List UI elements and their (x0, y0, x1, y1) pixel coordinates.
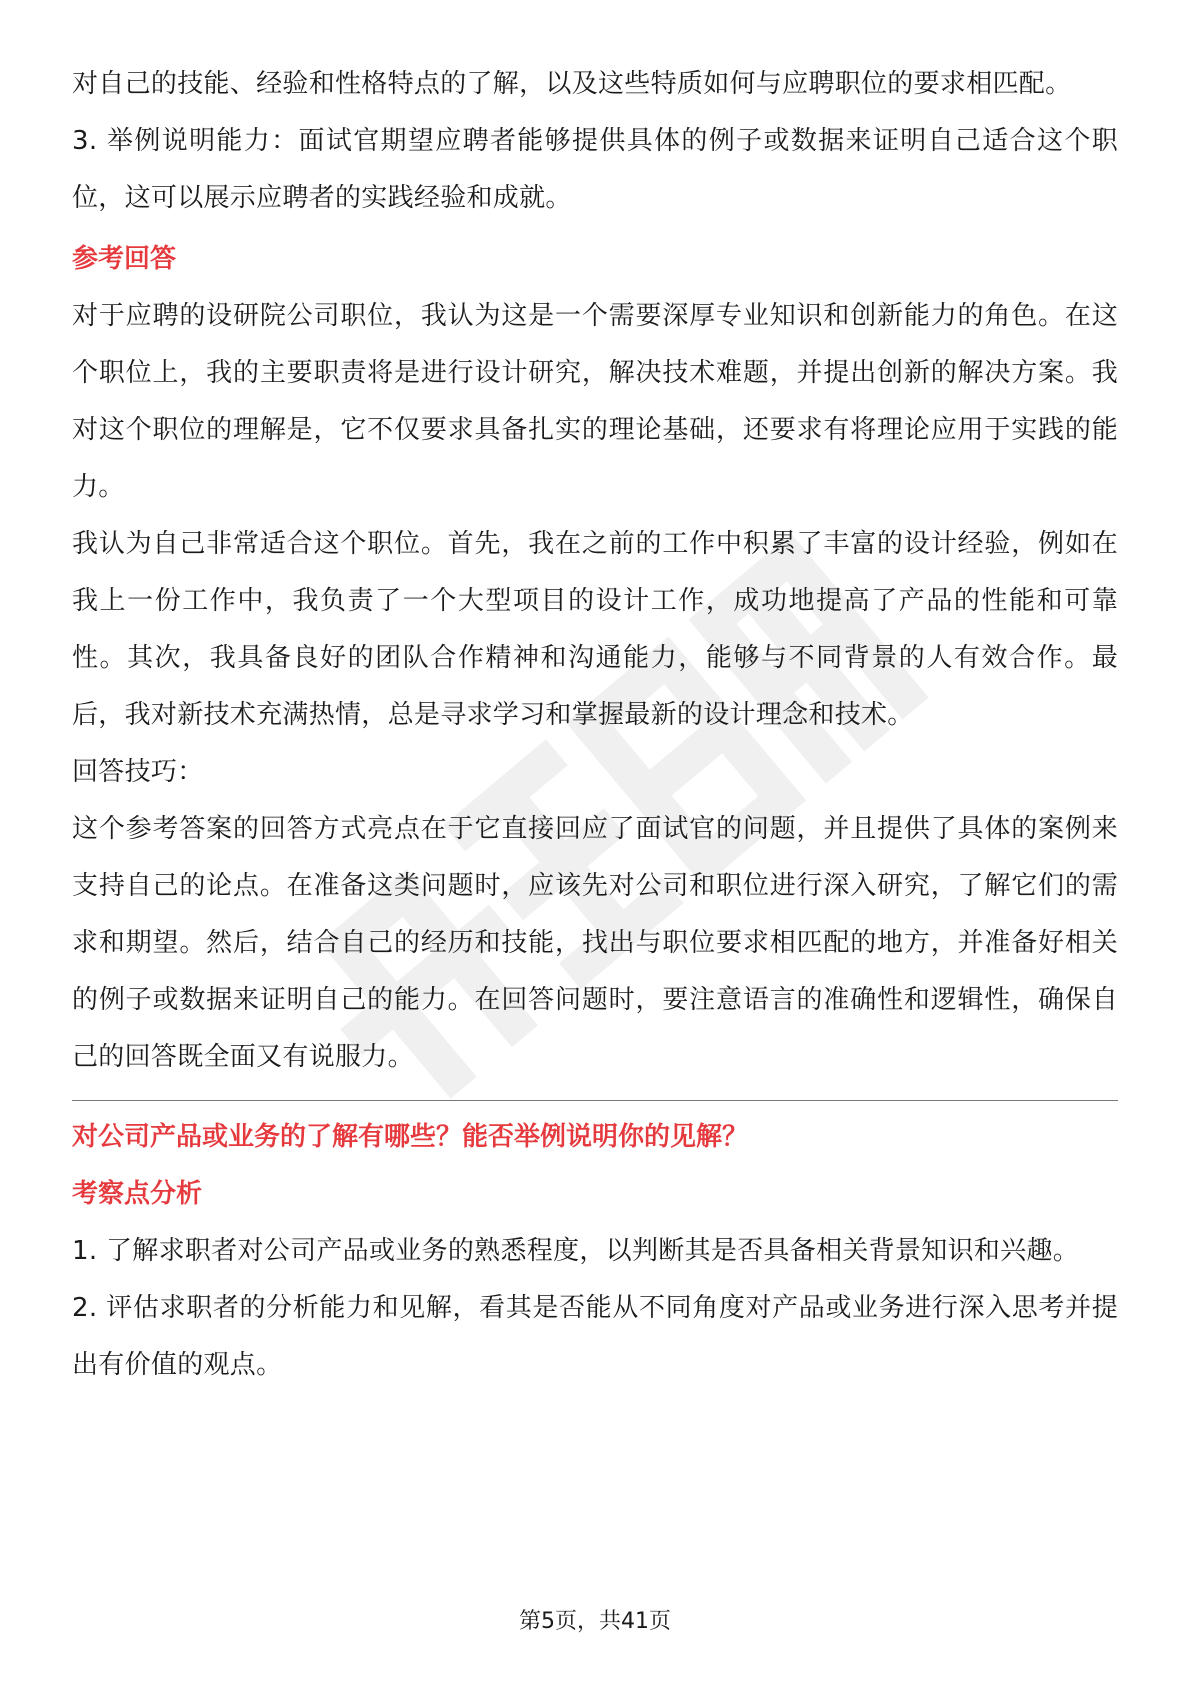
page-number: 第5页，共41页 (519, 1609, 671, 1634)
intro-line-1: 对自己的技能、经验和性格特点的了解，以及这些特质如何与应聘职位的要求相匹配。 (72, 69, 1072, 99)
answer-tips-label: 回答技巧： (72, 757, 204, 787)
question-title: 对公司产品或业务的了解有哪些？能否举例说明你的见解？ (72, 1122, 749, 1152)
answer-tips-paragraph: 这个参考答案的回答方式亮点在于它直接回应了面试官的问题，并且提供了具体的案例来支持自己的论点。在准备这类问题时，应该先对公司和职位进行深入研究，了解它们的需求和期望。然后，结合自己的经历和技能，找出与职位要求相匹配的地方，并准备好相关的例子或数据来证明自己的能力。在回答问题时，要注意语言的准确性和逻辑性，确保自己的回答既全面又有说服力。 (72, 814, 1118, 1072)
answer-paragraph-1: 对于应聘的设研院公司职位，我认为这是一个需要深厚专业知识和创新能力的角色。在这个职位上，我的主要职责将是进行设计研究，解决技术难题，并提出创新的解决方案。我对这个职位的理解是，它不仅要求具备扎实的理论基础，还要求有将理论应用于实践的能力。 (72, 301, 1118, 502)
analysis-point-2: 2. 评估求职者的分析能力和见解，看其是否能从不同角度对产品或业务进行深入思考并提出有价值的观点。 (72, 1293, 1118, 1380)
section-divider (72, 1100, 1118, 1101)
answer-paragraph-2: 我认为自己非常适合这个职位。首先，我在之前的工作中积累了丰富的设计经验，例如在我上一份工作中，我负责了一个大型项目的设计工作，成功地提高了产品的性能和可靠性。其次，我具备良好的团队合作精神和沟通能力，能够与不同背景的人有效合作。最后，我对新技术充满热情，总是寻求学习和掌握最新的设计理念和技术。 (72, 529, 1118, 730)
intro-line-2: 3. 举例说明能力：面试官期望应聘者能够提供具体的例子或数据来证明自己适合这个职位，这可以展示应聘者的实践经验和成就。 (72, 126, 1118, 213)
analysis-heading: 考察点分析 (72, 1179, 203, 1209)
answer-heading: 参考回答 (72, 244, 177, 274)
analysis-point-1: 1. 了解求职者对公司产品或业务的熟悉程度，以判断其是否具备相关背景知识和兴趣。 (72, 1236, 1080, 1266)
document-page (72, 56, 1118, 1394)
